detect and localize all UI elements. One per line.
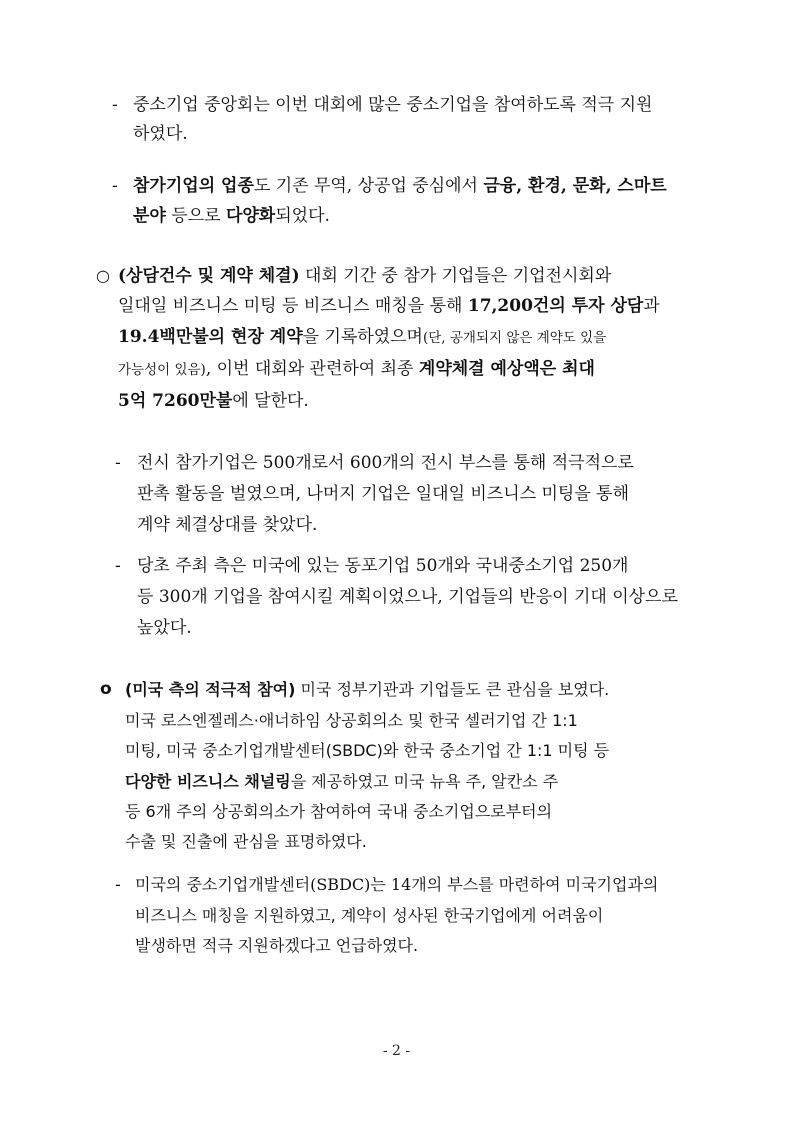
body-text: 을 제공하였고 미국 뉴욕 주, 알칸소 주 (290, 772, 559, 791)
dash-bullet: - (112, 176, 118, 196)
bullet-4-line-1: 당초 주최 측은 미국에 있는 동포기업 50개와 국내중소기업 250개 (137, 556, 629, 576)
bullet-5-line-1: 미국의 중소기업개발센터(SBDC)는 14개의 부스를 마련하여 미국기업과의 (135, 875, 659, 894)
bullet-3-line-2: 판촉 활동을 벌였으며, 나머지 기업은 일대일 비즈니스 미팅을 통해 (137, 484, 630, 504)
body-text: 미국 정부기관과 기업들도 큰 관심을 보였다. (295, 680, 610, 699)
body-text: , 이번 대회와 관련하여 최종 (205, 359, 419, 379)
section-1-line-4 (118, 357, 595, 382)
dash-bullet: - (115, 556, 121, 576)
section-2-line-1 (125, 678, 609, 702)
section-2-line-4 (125, 770, 558, 794)
body-text: 되었다. (275, 206, 330, 226)
section-1-line-1 (118, 264, 611, 288)
body-text: 등으로 (165, 206, 226, 226)
bullet-2-line-2 (133, 204, 330, 228)
section-2-line-6: 수출 및 진출에 관심을 표명하였다. (125, 832, 367, 851)
dash-bullet: - (112, 95, 118, 115)
body-text: 을 기록하였으며 (302, 327, 423, 347)
bullet-5-line-3: 발생하면 적극 지원하겠다고 언급하였다. (135, 936, 419, 955)
section-2-line-3: 미팅, 미국 중소기업개발센터(SBDC)와 한국 중소기업 간 1:1 미팅 등 (125, 741, 610, 760)
circle-bullet: ○ (96, 266, 110, 285)
bullet-1-line-2: 하였다. (133, 124, 188, 144)
highlight-text: 5억 7260만불 (118, 391, 233, 411)
dash-bullet: - (115, 875, 121, 895)
section-2-line-2: 미국 로스엔젤레스·애너하임 상공회의소 및 한국 셀러기업 간 1:1 (125, 711, 578, 730)
highlight-text: 분야 (133, 206, 166, 226)
section-2-line-5: 등 6개 주의 상공회의소가 참여하여 국내 중소기업으로부터의 (125, 802, 553, 821)
bullet-4-line-2: 등 300개 기업을 참여시킬 계획이었으나, 기업들의 반응이 기대 이상으로 (137, 587, 678, 607)
bullet-3-line-1: 전시 참가기업은 500개로서 600개의 전시 부스를 통해 적극적으로 (137, 453, 634, 473)
highlight-text: 계약체결 예상액은 최대 (418, 359, 595, 379)
bullet-4-line-3: 높았다. (137, 618, 192, 638)
dash-bullet: - (115, 453, 121, 473)
highlight-text: 금융, 환경, 문화, 스마트 (483, 176, 667, 196)
section-heading: (미국 측의 적극적 참여) (125, 680, 296, 699)
bullet-2-line-1 (133, 174, 667, 198)
section-1-line-2 (118, 294, 660, 318)
body-text: 에 달한다. (232, 391, 309, 411)
body-text: 도 기존 무역, 상공업 중심에서 (253, 176, 484, 196)
highlight-text: 17,200건의 투자 상담 (467, 296, 644, 316)
circle-bullet: o (100, 679, 112, 699)
body-text: 대회 기간 중 참가 기업들은 기업전시회와 (299, 266, 612, 286)
highlight-text: 다양화 (225, 206, 276, 226)
bullet-5-line-2: 비즈니스 매칭을 지원하였고, 계약이 성사된 한국기업에게 어려움이 (135, 906, 604, 925)
body-text: 일대일 비즈니스 미팅 등 비즈니스 매칭을 통해 (118, 296, 468, 316)
section-1-line-3 (118, 325, 606, 350)
page-number: - 2 - (382, 1043, 411, 1059)
section-1-line-5 (118, 389, 309, 413)
highlight-text: 다양한 비즈니스 채널링 (125, 772, 291, 791)
bullet-3-line-3: 계약 체결상대를 찾았다. (137, 515, 318, 535)
highlight-text: 참가기업의 업종 (133, 176, 254, 196)
section-heading: (상담건수 및 계약 체결) (118, 266, 300, 286)
highlight-text: 19.4백만불의 현장 계약 (118, 327, 303, 347)
bullet-1-line-1: 중소기업 중앙회는 이번 대회에 많은 중소기업을 참여하도록 적극 지원 (133, 95, 653, 115)
note-text: 가능성이 있음) (118, 362, 206, 378)
body-text: 과 (643, 296, 660, 316)
note-text: (단, 공개되지 않은 계약도 있을 (422, 330, 607, 346)
